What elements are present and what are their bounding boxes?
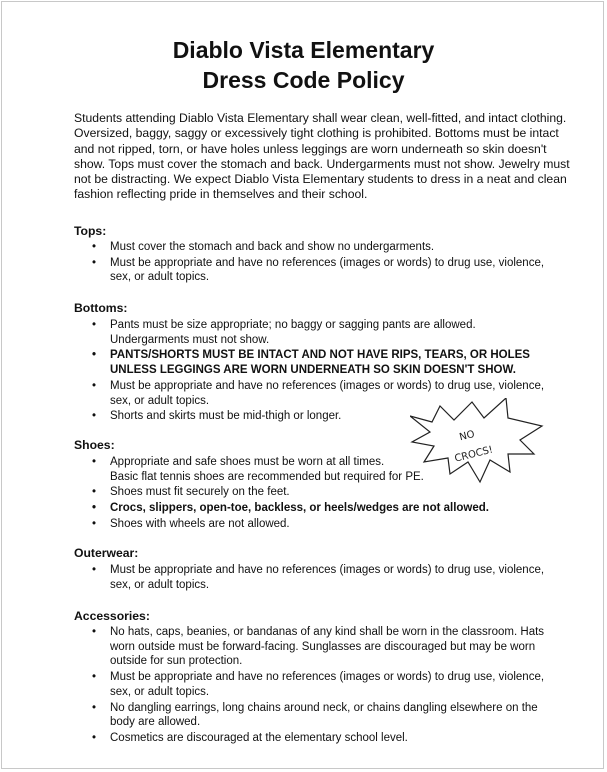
outerwear-list (92, 563, 552, 593)
tops-list (92, 240, 552, 286)
accessories-heading: Accessories: (74, 609, 150, 623)
list-item: • Cosmetics are discouraged at the elementary school level. (92, 731, 552, 746)
list-item-line: • Appropriate and safe shoes must be worn at all times. (110, 456, 385, 468)
shoes-heading: Shoes: (74, 438, 115, 452)
list-item: • Shorts and skirts must be mid-thigh or longer. (92, 409, 552, 424)
accessories-list (92, 625, 552, 747)
list-item: • Shoes must fit securely on the feet. (92, 485, 552, 500)
outerwear-heading: Outerwear: (74, 546, 139, 560)
list-item-line: Basic flat tennis shoes are recommended but required for PE. (110, 470, 424, 483)
page-title-line-2: Dress Code Policy (202, 67, 405, 93)
intro-paragraph: Students attending Diablo Vista Elementary shall wear clean, well-fitted, and intact clothing. Oversized, baggy, saggy or excessively tight clothing is prohibited. Bottoms must be intact and not ripped, torn, or have holes unless leggings are worn underneath so skin doesn't show. Tops must cover the stomach and back. Undergarments must not show. Jewelry must not be distracting. We expect Diablo Vista Elementary students to dress in a neat and clean fashion reflecting pride in themselves and their school. (74, 111, 570, 202)
stamp-text-line-1: NO (458, 428, 476, 444)
no-crocs-starburst-stamp (410, 398, 544, 484)
list-item: • Must cover the stomach and back and show no undergarments. (92, 240, 552, 255)
page-title-line-1: Diablo Vista Elementary (172, 37, 435, 63)
list-item: • Must be appropriate and have no references (images or words) to drug use, violence, sex, or adult topics. (92, 256, 552, 285)
list-item: • Pants must be size appropriate; no baggy or sagging pants are allowed. Undergarments must not show. (92, 318, 552, 347)
list-item: • Must be appropriate and have no references (images or words) to drug use, violence, sex, or adult topics. (92, 670, 552, 699)
list-item: • Must be appropriate and have no references (images or words) to drug use, violence, sex, or adult topics. (92, 379, 552, 408)
list-item: • PANTS/SHORTS MUST BE INTACT AND NOT HAVE RIPS, TEARS, OR HOLES UNLESS LEGGINGS ARE WORN UNDERNEATH SO SKIN DOESN'T SHOW. (92, 348, 552, 377)
list-item: • No dangling earrings, long chains around neck, or chains dangling elsewhere on the body are allowed. (92, 701, 552, 730)
list-item: • No hats, caps, beanies, or bandanas of any kind shall be worn in the classroom. Hats worn outside must be forward-facing. Sunglasses are discouraged but may be worn outside for sun protection. (92, 625, 552, 669)
tops-heading: Tops: (74, 224, 107, 238)
stamp-text-line-2: CROCS! (453, 444, 495, 465)
list-item: • Crocs, slippers, open-toe, backless, or heels/wedges are not allowed. (92, 501, 552, 516)
list-item: • Must be appropriate and have no references (images or words) to drug use, violence, sex, or adult topics. (92, 563, 552, 592)
bottoms-heading: Bottoms: (74, 301, 128, 315)
list-item: • Shoes with wheels are not allowed. (92, 517, 552, 532)
starburst-outline (410, 398, 542, 482)
